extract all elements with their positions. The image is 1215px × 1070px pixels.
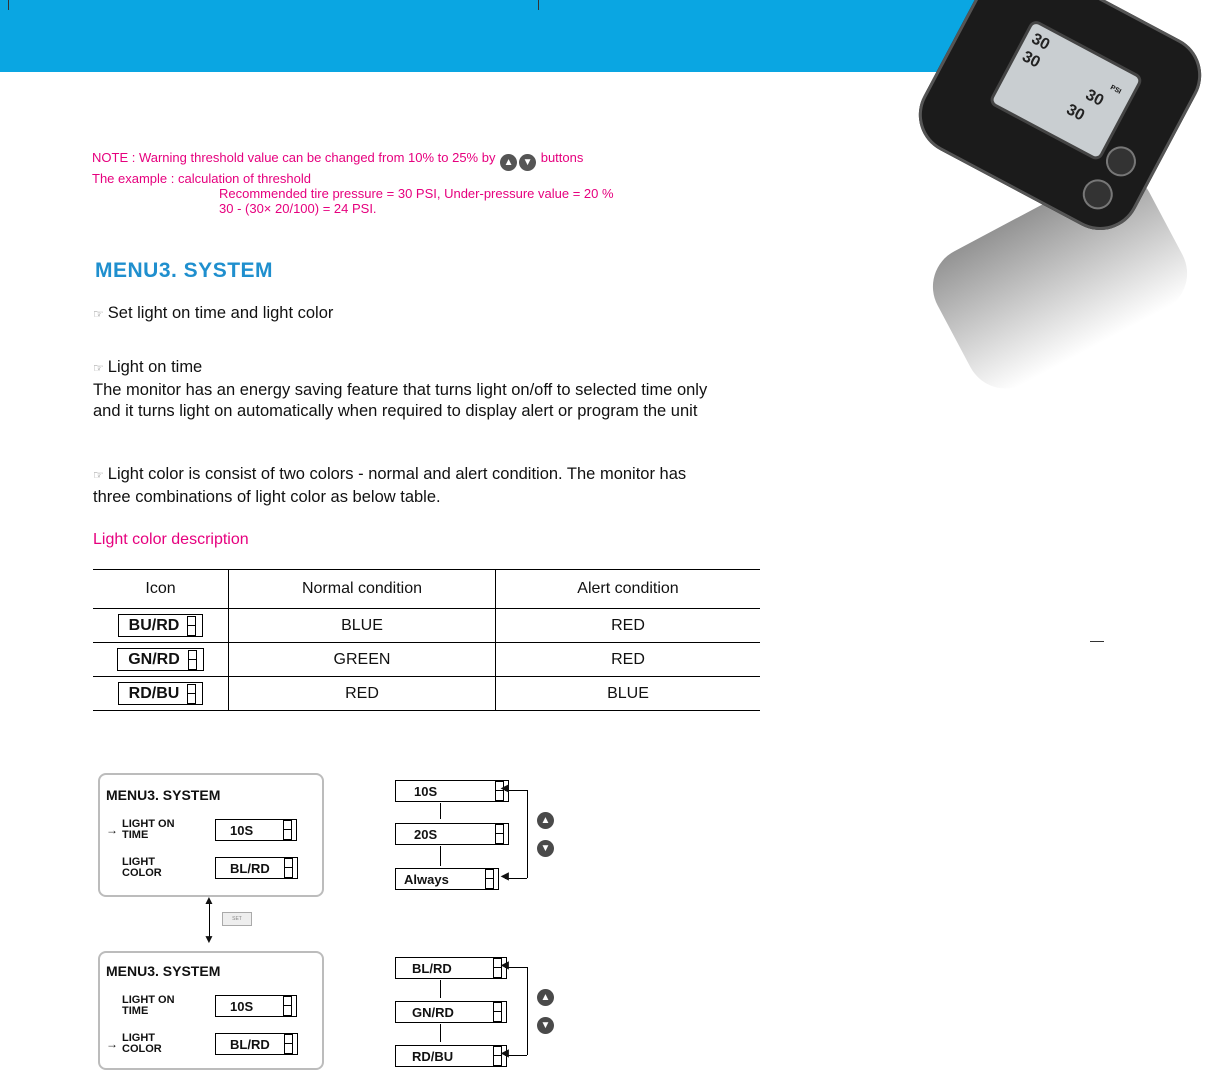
light-color-label: LIGHT COLOR [122,856,162,879]
table-row [93,609,760,643]
flow-line [440,1024,441,1042]
note-line-1-end: buttons [540,150,584,165]
tire-reading: 30 [1082,86,1107,110]
device-button [1077,174,1118,215]
header-cell: Icon [93,570,229,609]
icon-cell [93,677,229,711]
table-row [93,677,760,711]
color-option-box [395,957,507,979]
selector-arrow-icon: → [106,823,118,837]
light-color-label: LIGHT COLOR [122,1032,162,1055]
left-arrow-icon: ◀ [501,783,509,794]
header-cell: Alert condition [496,570,761,609]
icon-cell [93,609,229,643]
spinner-icon [187,616,196,636]
table-header-row [93,570,760,609]
note-block [92,150,614,216]
pointing-hand-icon: ☞ [93,307,104,321]
color-icon-box [118,682,204,705]
spinner-icon [187,684,196,704]
time-value: 10S [230,998,254,1014]
spinner-icon [283,996,292,1016]
note-line-1: NOTE : Warning threshold value can be changed from 10% to 25% by [92,150,496,165]
flow-line [440,980,441,998]
tire-reading: 30 [1019,48,1043,72]
time-value: 10S [230,822,254,838]
light-on-label: LIGHT ON TIME [122,994,175,1017]
down-button-icon: ▼ [537,1017,554,1034]
paragraph-line: three combinations of light color as below table. [93,488,441,506]
icon-text: GN/RD [128,650,180,668]
header-cell: Normal condition [229,570,496,609]
color-option: BL/RD [412,960,452,976]
color-value-box [215,857,298,879]
icon-text: RD/BU [128,684,180,702]
spinner-icon [493,1002,502,1022]
up-arrow-icon: ▲ [203,893,215,907]
flow-line [527,790,528,878]
set-button-icon: SET [222,912,252,926]
note-line-2: The example : calculation of threshold [92,171,311,186]
light-color-table [93,569,760,711]
left-arrow-icon: ◀ [501,871,509,882]
icon-cell [93,643,229,677]
flow-line [527,967,528,1055]
crop-mark [8,0,9,10]
time-option: 10S [414,783,438,799]
crop-mark [538,0,539,10]
pointing-hand-icon: ☞ [93,468,104,482]
color-icon-box [118,614,204,637]
color-value-box [215,1033,298,1055]
time-option-box [395,823,509,845]
left-arrow-icon: ◀ [501,1048,509,1059]
color-icon-box [117,648,204,671]
bullet-set-light [93,303,333,325]
spinner-icon [495,824,504,844]
color-option: RD/BU [412,1048,454,1064]
time-option: Always [404,871,449,887]
flow-line [440,846,441,866]
down-arrow-icon: ▼ [203,932,215,946]
pointing-hand-icon: ☞ [93,361,104,375]
up-button-icon: ▲ [537,989,554,1006]
time-option-box [395,780,509,802]
icon-text: BU/RD [128,616,180,634]
down-button-icon: ▼ [519,154,536,171]
note-line-3: Recommended tire pressure = 30 PSI, Under-pressure value = 20 % [219,186,614,201]
left-arrow-icon: ◀ [501,960,509,971]
spinner-icon [284,1034,293,1054]
menu-panel-time-selected [98,773,324,897]
normal-cell: GREEN [229,643,496,677]
time-value-box [215,995,297,1017]
time-value-box [215,819,297,841]
spinner-icon [283,820,292,840]
paragraph-line: The monitor has an energy saving feature that turns light on/off to selected time only [93,381,708,399]
flow-line [440,803,441,819]
paragraph-line: and it turns light on automatically when required to display alert or program the unit [93,402,698,420]
down-button-icon: ▼ [537,840,554,857]
normal-cell: RED [229,677,496,711]
note-line-4: 30 - (30× 20/100) = 24 PSI. [219,201,377,216]
selector-arrow-icon: → [106,1037,118,1051]
menu-panel-color-selected [98,951,324,1070]
up-button-icon: ▲ [537,812,554,829]
alert-cell: RED [496,609,761,643]
device-screen [988,18,1144,162]
color-option-box [395,1001,507,1023]
panel-title: MENU3. SYSTEM [106,787,221,803]
spinner-icon [485,869,494,889]
normal-cell: BLUE [229,609,496,643]
device-body [905,0,1215,244]
bullet-light-color [93,464,686,486]
table-row [93,643,760,677]
color-option: GN/RD [412,1004,454,1020]
color-option-box [395,1045,507,1067]
alert-cell: RED [496,643,761,677]
alert-cell: BLUE [496,677,761,711]
tire-reading: 30 [1063,101,1088,125]
section-heading: MENU3. SYSTEM [95,259,274,282]
bullet-light-on-time [93,357,202,379]
panel-title: MENU3. SYSTEM [106,963,221,979]
unit-label: PSI [1108,84,1123,96]
table-title: Light color description [93,531,249,548]
color-value: BL/RD [230,1036,270,1052]
tire-reading: 30 [1028,30,1053,54]
tpms-monitor-image [900,0,1123,330]
color-value: BL/RD [230,860,270,876]
light-on-label: LIGHT ON TIME [122,818,175,841]
spinner-icon [188,650,197,670]
bullet-text: Light color is consist of two colors - normal and alert condition. The monitor has [107,465,687,483]
up-button-icon: ▲ [500,154,517,171]
crop-mark [1090,641,1104,642]
bullet-text: Set light on time and light color [107,304,334,322]
time-option: 20S [414,826,438,842]
bullet-text: Light on time [107,358,203,376]
spinner-icon [284,858,293,878]
time-option-box [395,868,499,890]
